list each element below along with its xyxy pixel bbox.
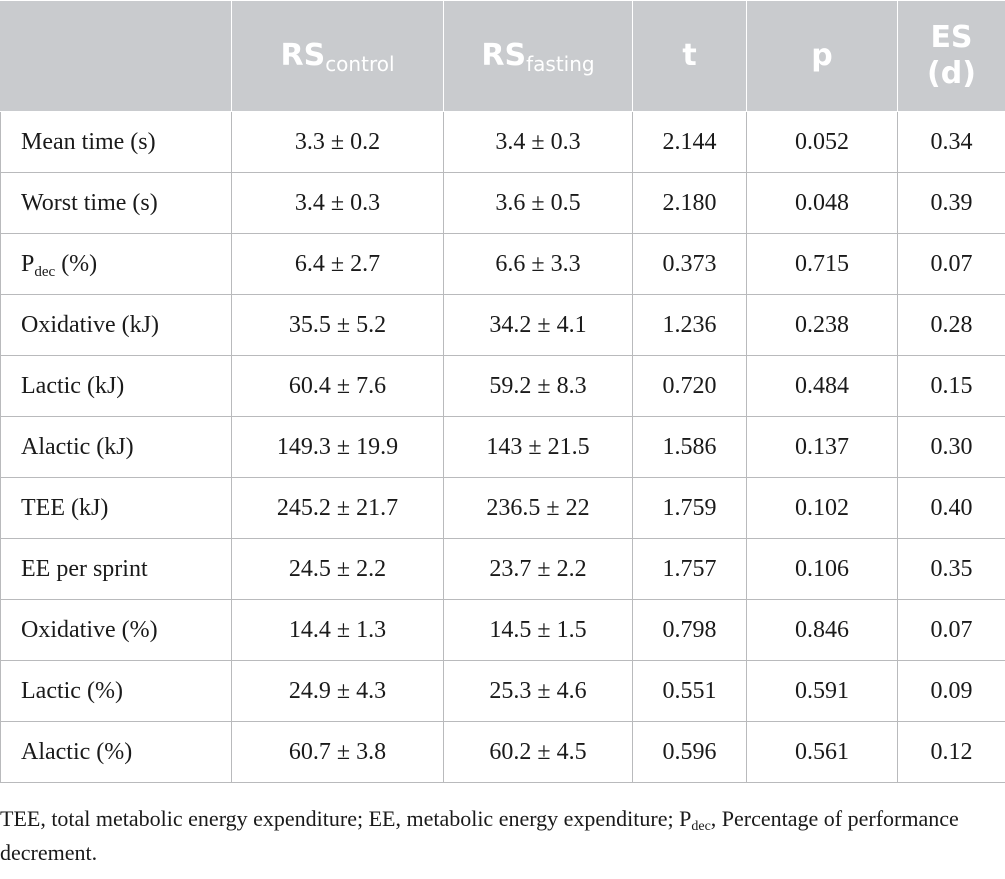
- cell-rs-fasting: 6.6 ± 3.3: [444, 234, 633, 295]
- header-rs-fasting-main: RS: [481, 38, 527, 73]
- row-label: Lactic (kJ): [1, 356, 232, 417]
- header-rs-fasting: [444, 1, 633, 112]
- cell-es: 0.34: [898, 112, 1005, 173]
- cell-t: 2.180: [633, 173, 747, 234]
- cell-p: 0.561: [747, 722, 898, 783]
- cell-rs-fasting: 34.2 ± 4.1: [444, 295, 633, 356]
- row-label: Lactic (%): [1, 661, 232, 722]
- table-row: [1, 478, 1005, 539]
- cell-rs-fasting: 59.2 ± 8.3: [444, 356, 633, 417]
- row-label: Alactic (kJ): [1, 417, 232, 478]
- cell-rs-control: 245.2 ± 21.7: [232, 478, 444, 539]
- row-label: [1, 234, 232, 295]
- table-row: [1, 600, 1005, 661]
- row-label: EE per sprint: [1, 539, 232, 600]
- table-row: [1, 539, 1005, 600]
- cell-p: 0.048: [747, 173, 898, 234]
- table-row: [1, 173, 1005, 234]
- cell-rs-control: 60.4 ± 7.6: [232, 356, 444, 417]
- cell-rs-fasting: 236.5 ± 22: [444, 478, 633, 539]
- table-row: [1, 112, 1005, 173]
- cell-es: 0.15: [898, 356, 1005, 417]
- cell-rs-fasting: 3.6 ± 0.5: [444, 173, 633, 234]
- row-label-main: P: [21, 250, 35, 277]
- table-row: [1, 356, 1005, 417]
- cell-p: 0.846: [747, 600, 898, 661]
- cell-rs-fasting: 60.2 ± 4.5: [444, 722, 633, 783]
- cell-rs-control: 3.3 ± 0.2: [232, 112, 444, 173]
- table-row: [1, 661, 1005, 722]
- cell-es: 0.39: [898, 173, 1005, 234]
- cell-p: 0.591: [747, 661, 898, 722]
- header-rs-control-main: RS: [280, 38, 326, 73]
- header-rs-control-sub: control: [325, 52, 395, 76]
- cell-es: 0.12: [898, 722, 1005, 783]
- cell-p: 0.715: [747, 234, 898, 295]
- cell-rs-control: 60.7 ± 3.8: [232, 722, 444, 783]
- table-header: [1, 1, 1005, 112]
- header-p: p: [747, 1, 898, 112]
- row-label: Oxidative (%): [1, 600, 232, 661]
- cell-t: 0.373: [633, 234, 747, 295]
- cell-es: 0.40: [898, 478, 1005, 539]
- footnote-sub: dec: [691, 819, 711, 834]
- cell-rs-control: 6.4 ± 2.7: [232, 234, 444, 295]
- cell-p: 0.238: [747, 295, 898, 356]
- row-label-rest: (%): [55, 250, 98, 277]
- cell-t: 0.798: [633, 600, 747, 661]
- row-label: Alactic (%): [1, 722, 232, 783]
- cell-t: 1.586: [633, 417, 747, 478]
- cell-t: 1.757: [633, 539, 747, 600]
- cell-t: 0.596: [633, 722, 747, 783]
- cell-p: 0.137: [747, 417, 898, 478]
- footnote-part2: , Percentage of performance decrement.: [0, 806, 959, 865]
- cell-rs-fasting: 14.5 ± 1.5: [444, 600, 633, 661]
- cell-p: 0.484: [747, 356, 898, 417]
- table-row: [1, 722, 1005, 783]
- cell-rs-fasting: 3.4 ± 0.3: [444, 112, 633, 173]
- table-footnote: [0, 802, 1005, 870]
- cell-es: 0.30: [898, 417, 1005, 478]
- header-es-line1: ES: [930, 20, 973, 55]
- cell-rs-fasting: 143 ± 21.5: [444, 417, 633, 478]
- cell-p: 0.106: [747, 539, 898, 600]
- cell-es: 0.09: [898, 661, 1005, 722]
- cell-rs-control: 24.5 ± 2.2: [232, 539, 444, 600]
- table-body: [1, 112, 1005, 783]
- cell-rs-fasting: 23.7 ± 2.2: [444, 539, 633, 600]
- footnote-part1: TEE, total metabolic energy expenditure; EE, metabolic energy expenditure; P: [0, 806, 692, 831]
- cell-es: 0.28: [898, 295, 1005, 356]
- row-label-sub: dec: [34, 263, 56, 280]
- table-row: [1, 417, 1005, 478]
- cell-es: 0.35: [898, 539, 1005, 600]
- row-label: Mean time (s): [1, 112, 232, 173]
- cell-rs-control: 3.4 ± 0.3: [232, 173, 444, 234]
- header-rs-fasting-sub: fasting: [526, 52, 595, 76]
- cell-t: 1.236: [633, 295, 747, 356]
- cell-rs-control: 149.3 ± 19.9: [232, 417, 444, 478]
- cell-rs-control: 35.5 ± 5.2: [232, 295, 444, 356]
- cell-rs-fasting: 25.3 ± 4.6: [444, 661, 633, 722]
- row-label: Worst time (s): [1, 173, 232, 234]
- cell-t: 1.759: [633, 478, 747, 539]
- header-es-line2: (d): [927, 56, 976, 91]
- header-es: [898, 1, 1005, 112]
- header-rs-control: [232, 1, 444, 112]
- cell-rs-control: 14.4 ± 1.3: [232, 600, 444, 661]
- cell-t: 0.551: [633, 661, 747, 722]
- cell-es: 0.07: [898, 600, 1005, 661]
- table-row: [1, 234, 1005, 295]
- table-row: [1, 295, 1005, 356]
- cell-es: 0.07: [898, 234, 1005, 295]
- row-label: Oxidative (kJ): [1, 295, 232, 356]
- cell-t: 0.720: [633, 356, 747, 417]
- header-row: [1, 1, 1005, 112]
- header-t: t: [633, 1, 747, 112]
- cell-p: 0.052: [747, 112, 898, 173]
- cell-rs-control: 24.9 ± 4.3: [232, 661, 444, 722]
- cell-t: 2.144: [633, 112, 747, 173]
- cell-p: 0.102: [747, 478, 898, 539]
- row-label: TEE (kJ): [1, 478, 232, 539]
- header-empty: [1, 1, 232, 112]
